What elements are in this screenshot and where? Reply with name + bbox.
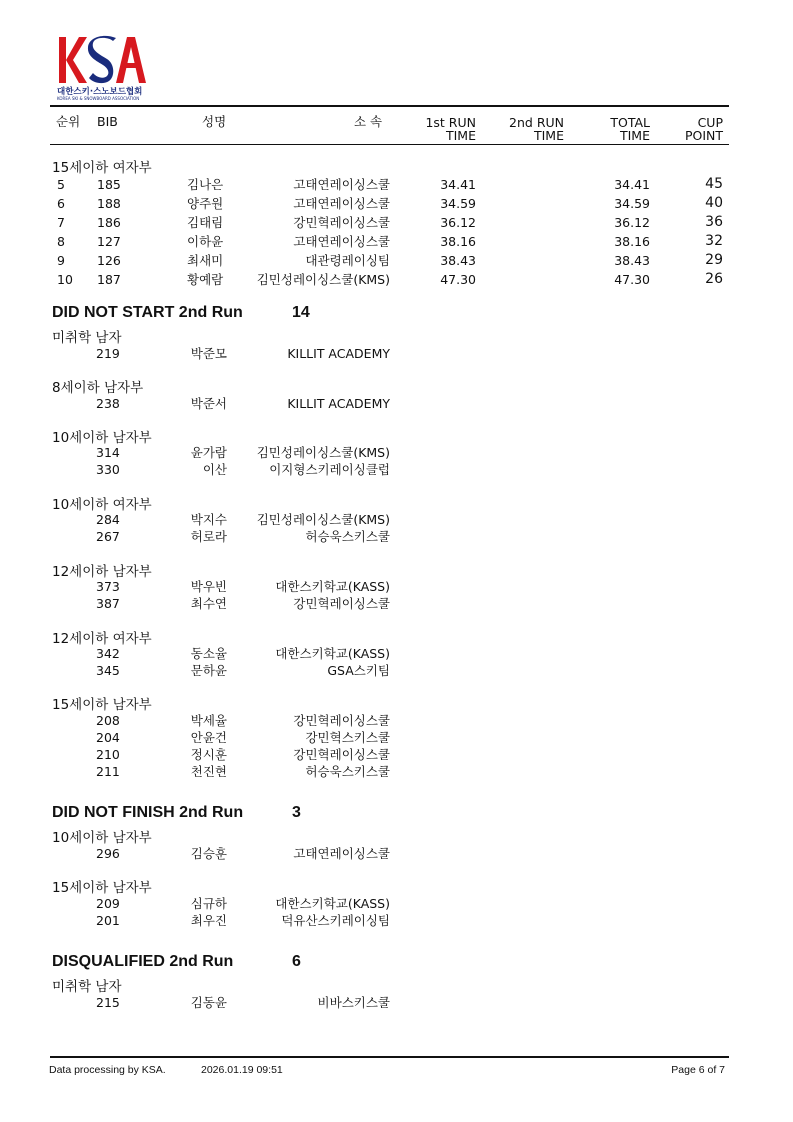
col-cup: CUP POINT	[684, 115, 723, 143]
athlete-name: 김나은	[187, 177, 224, 192]
cup-point: 36	[705, 214, 723, 230]
ksa-logo	[57, 33, 147, 103]
bib: 188	[97, 196, 121, 211]
club: GSA스키팀	[327, 663, 390, 678]
bib: 185	[97, 177, 121, 192]
club: 고태연레이싱스쿨	[293, 846, 390, 861]
category-label: 미취학 남자	[52, 979, 122, 995]
club: 고태연레이싱스쿨	[293, 196, 390, 211]
bib: 204	[96, 730, 120, 745]
athlete-name: 김태림	[187, 215, 224, 230]
bib: 215	[96, 995, 120, 1010]
athlete-name: 박우빈	[190, 579, 227, 594]
athlete-name: 박지수	[190, 512, 227, 527]
cup-point: 29	[705, 252, 723, 268]
category-label: 15세이하 남자부	[52, 697, 152, 713]
bib: 186	[97, 215, 121, 230]
category-label: 12세이하 여자부	[52, 631, 152, 647]
club: 강민혁레이싱스쿨	[293, 747, 390, 762]
run1-time: 47.30	[440, 272, 476, 287]
bib: 345	[96, 663, 120, 678]
athlete-name: 문하윤	[190, 663, 227, 678]
run1-time: 38.16	[440, 234, 476, 249]
club: 대관령레이싱팀	[305, 253, 390, 268]
footer-credit: Data processing by KSA.	[49, 1064, 166, 1076]
section-count: 3	[292, 804, 301, 821]
club: 강민혁레이싱스쿨	[293, 215, 390, 230]
rank: 10	[57, 272, 73, 287]
rank: 7	[57, 215, 65, 230]
col-total: TOTAL TIME	[610, 115, 650, 143]
club: 덕유산스키레이싱팀	[281, 913, 390, 928]
category-label: 10세이하 여자부	[52, 497, 152, 513]
athlete-name: 동소율	[190, 646, 227, 661]
cup-point: 32	[705, 233, 723, 249]
athlete-name: 김승훈	[190, 846, 227, 861]
athlete-name: 윤가람	[190, 445, 227, 460]
footer-timestamp: 2026.01.19 09:51	[201, 1064, 283, 1076]
bib: 210	[96, 747, 120, 762]
club: 이지형스키레이싱클럽	[269, 462, 390, 477]
athlete-name: 안윤건	[190, 730, 227, 745]
bib: 219	[96, 346, 120, 361]
total-time: 38.43	[614, 253, 650, 268]
athlete-name: 최우진	[190, 913, 227, 928]
athlete-name: 정시훈	[190, 747, 227, 762]
rank: 9	[57, 253, 65, 268]
header-bottom-rule	[50, 144, 729, 145]
footer-rule	[50, 1056, 729, 1058]
athlete-name: 심규하	[190, 896, 227, 911]
athlete-name: 이산	[202, 462, 227, 477]
run1-time: 34.41	[440, 177, 476, 192]
club: 김민성레이싱스쿨(KMS)	[256, 512, 390, 527]
athlete-name: 박준서	[190, 396, 227, 411]
rank: 6	[57, 196, 65, 211]
col-rank: 순위	[56, 114, 81, 129]
run1-time: 38.43	[440, 253, 476, 268]
category-label: 15세이하 남자부	[52, 880, 152, 896]
athlete-name: 천진현	[190, 764, 227, 779]
total-time: 34.41	[614, 177, 650, 192]
club: 고태연레이싱스쿨	[293, 177, 390, 192]
header-top-rule	[50, 105, 729, 107]
category-label: 미취학 남자	[52, 330, 122, 346]
club: 허승욱스키스쿨	[305, 764, 390, 779]
cup-point: 26	[705, 271, 723, 287]
bib: 330	[96, 462, 120, 477]
bib: 284	[96, 512, 120, 527]
club: 대한스키학교(KASS)	[275, 896, 390, 911]
club: 비바스키스쿨	[317, 995, 390, 1010]
club: 강민혁레이싱스쿨	[293, 596, 390, 611]
category-label: 10세이하 남자부	[52, 830, 152, 846]
cup-point: 45	[705, 176, 723, 192]
total-time: 36.12	[614, 215, 650, 230]
bib: 238	[96, 396, 120, 411]
bib: 209	[96, 896, 120, 911]
athlete-name: 박세율	[190, 713, 227, 728]
club: KILLIT ACADEMY	[287, 396, 390, 411]
results-category: 15세이하 여자부	[52, 160, 152, 176]
athlete-name: 이하윤	[187, 234, 224, 249]
club: 고태연레이싱스쿨	[293, 234, 390, 249]
run1-time: 34.59	[440, 196, 476, 211]
club: 강민혁스키스쿨	[305, 730, 390, 745]
athlete-name: 김동윤	[190, 995, 227, 1010]
total-time: 38.16	[614, 234, 650, 249]
club: 대한스키학교(KASS)	[275, 646, 390, 661]
bib: 187	[97, 272, 121, 287]
bib: 201	[96, 913, 120, 928]
club: 대한스키학교(KASS)	[275, 579, 390, 594]
run1-time: 36.12	[440, 215, 476, 230]
athlete-name: 황예람	[187, 272, 224, 287]
category-label: 10세이하 남자부	[52, 430, 152, 446]
rank: 5	[57, 177, 65, 192]
bib: 314	[96, 445, 120, 460]
club: 허승욱스키스쿨	[305, 529, 390, 544]
col-club: 소 속	[354, 114, 383, 129]
club: 김민성레이싱스쿨(KMS)	[256, 445, 390, 460]
athlete-name: 최수연	[190, 596, 227, 611]
category-label: 8세이하 남자부	[52, 380, 144, 396]
section-title: DISQUALIFIED 2nd Run	[52, 953, 234, 970]
bib: 211	[96, 764, 120, 779]
club: 김민성레이싱스쿨(KMS)	[256, 272, 390, 287]
section-count: 6	[292, 953, 301, 970]
section-title: DID NOT START 2nd Run	[52, 304, 243, 321]
col-bib: BIB	[97, 114, 118, 129]
bib: 208	[96, 713, 120, 728]
club: 강민혁레이싱스쿨	[293, 713, 390, 728]
col-run1: 1st RUN TIME	[425, 115, 476, 143]
bib: 342	[96, 646, 120, 661]
total-time: 47.30	[614, 272, 650, 287]
bib: 296	[96, 846, 120, 861]
category-label: 12세이하 남자부	[52, 564, 152, 580]
total-time: 34.59	[614, 196, 650, 211]
col-name: 성명	[202, 114, 227, 129]
bib: 267	[96, 529, 120, 544]
bib: 127	[97, 234, 121, 249]
logo-english-name: KOREA SKI & SNOWBOARD ASSOCIATION	[57, 96, 140, 101]
bib: 373	[96, 579, 120, 594]
athlete-name: 박준모	[190, 346, 227, 361]
bib: 126	[97, 253, 121, 268]
footer-page: Page 6 of 7	[671, 1064, 725, 1076]
club: KILLIT ACADEMY	[287, 346, 390, 361]
logo-korean-name: 대한스키·스노보드협회	[57, 87, 143, 97]
rank: 8	[57, 234, 65, 249]
athlete-name: 최새미	[187, 253, 224, 268]
section-title: DID NOT FINISH 2nd Run	[52, 804, 244, 821]
athlete-name: 양주원	[187, 196, 224, 211]
athlete-name: 허로라	[190, 529, 227, 544]
col-run2: 2nd RUN TIME	[509, 115, 564, 143]
cup-point: 40	[705, 195, 723, 211]
bib: 387	[96, 596, 120, 611]
section-count: 14	[292, 304, 310, 321]
